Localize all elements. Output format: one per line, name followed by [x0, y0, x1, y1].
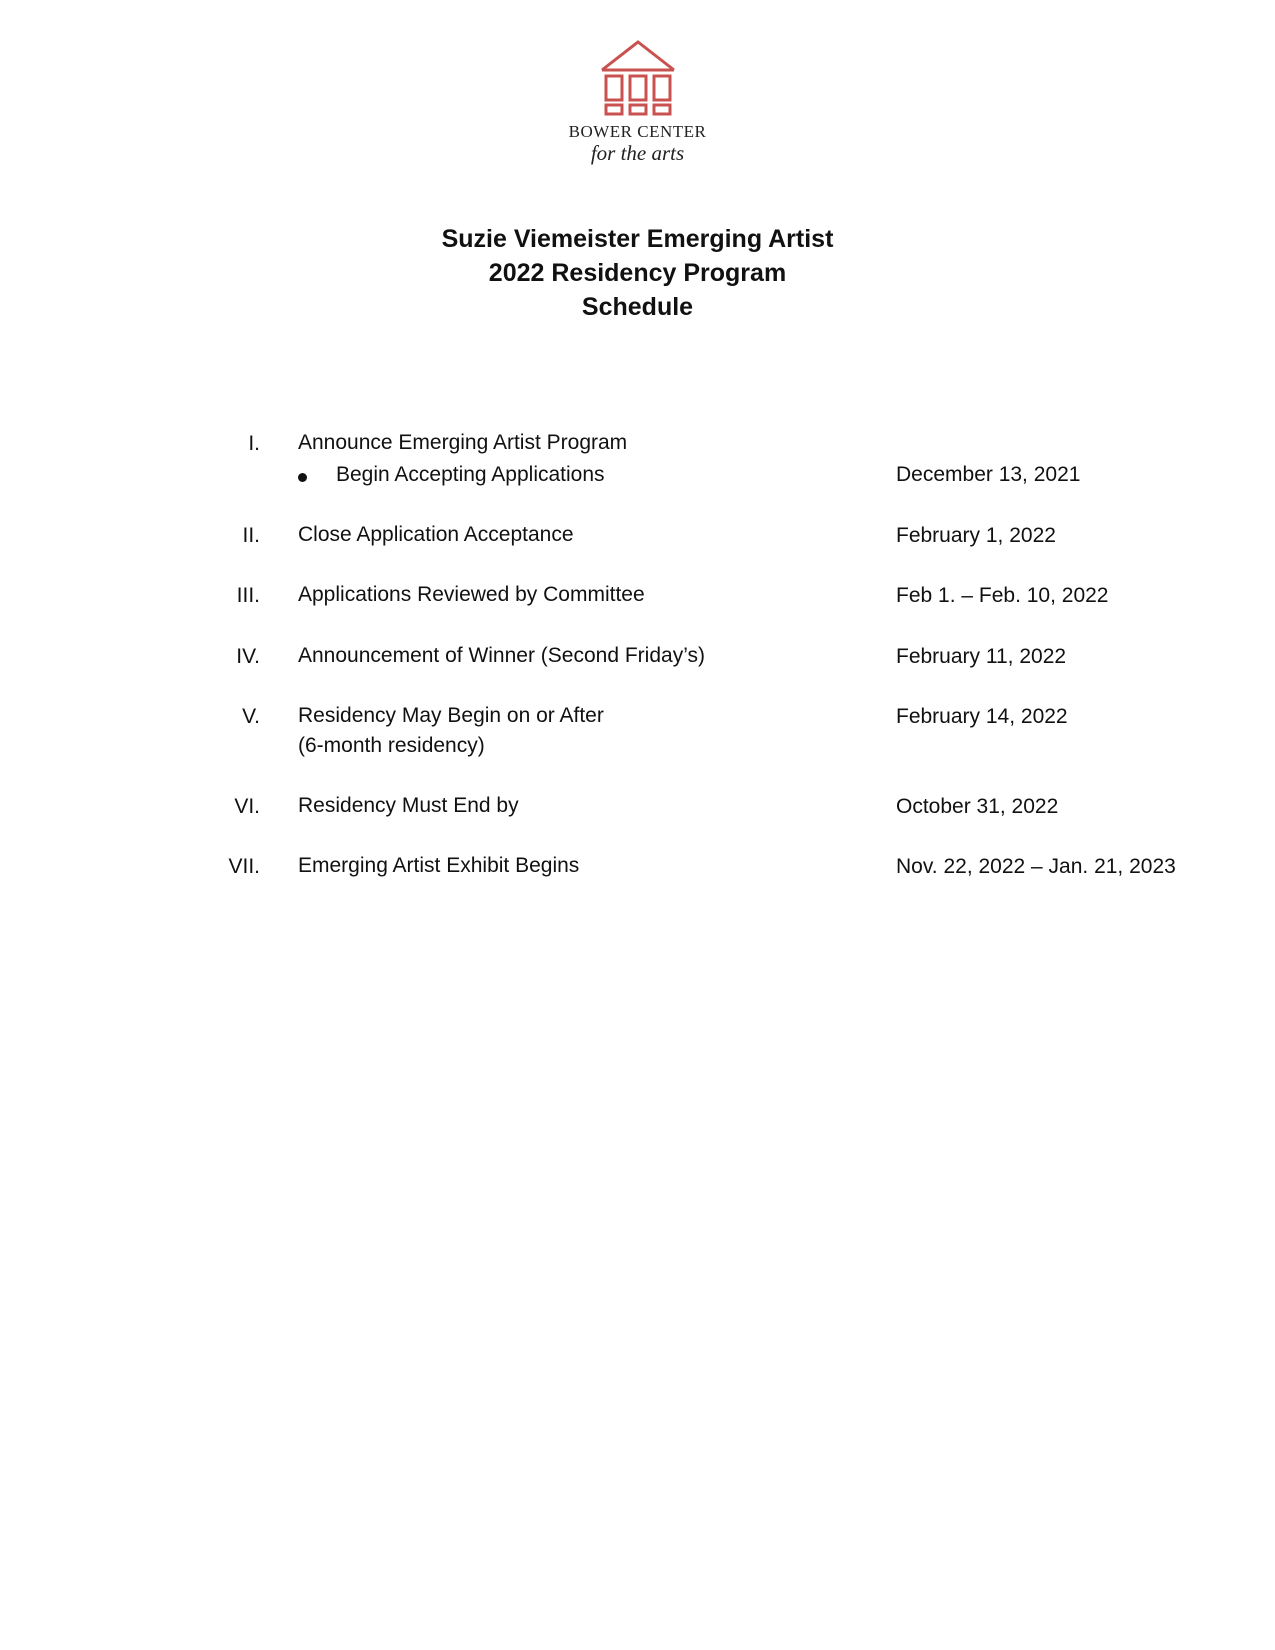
- item-numeral: V.: [242, 705, 260, 728]
- item-date: October 31, 2022: [896, 795, 1059, 818]
- item-date: February 1, 2022: [896, 524, 1056, 547]
- item-date: February 11, 2022: [896, 645, 1067, 668]
- item-numeral: VI.: [234, 795, 260, 818]
- item-note: (6-month residency): [298, 734, 485, 757]
- item-event: Announcement of Winner (Second Friday’s): [298, 644, 705, 667]
- item-event: Close Application Acceptance: [298, 523, 574, 546]
- item-numeral: VII.: [228, 855, 260, 878]
- title-line-2: 2022 Residency Program: [488, 259, 787, 287]
- item-event: Residency Must End by: [298, 794, 519, 817]
- item-numeral: I.: [248, 432, 260, 455]
- item-event: Applications Reviewed by Committee: [298, 583, 645, 606]
- title-line-3: Schedule: [581, 293, 694, 321]
- logo-name: BOWER CENTER: [568, 122, 707, 141]
- item-numeral: III.: [236, 584, 260, 607]
- bullet-icon: [298, 473, 307, 482]
- item-sub-event: Begin Accepting Applications: [336, 463, 605, 486]
- item-event: Announce Emerging Artist Program: [298, 431, 628, 454]
- item-date: December 13, 2021: [896, 463, 1081, 486]
- item-numeral: IV.: [236, 645, 260, 668]
- logo-tagline: for the arts: [590, 141, 685, 165]
- item-date: Nov. 22, 2022 – Jan. 21, 2023: [896, 855, 1176, 878]
- item-event: Emerging Artist Exhibit Begins: [298, 854, 580, 877]
- title-line-1: Suzie Viemeister Emerging Artist: [441, 225, 834, 253]
- item-date: February 14, 2022: [896, 705, 1068, 728]
- item-event: Residency May Begin on or After: [298, 704, 604, 727]
- item-date: Feb 1. – Feb. 10, 2022: [896, 584, 1109, 607]
- item-numeral: II.: [242, 524, 260, 547]
